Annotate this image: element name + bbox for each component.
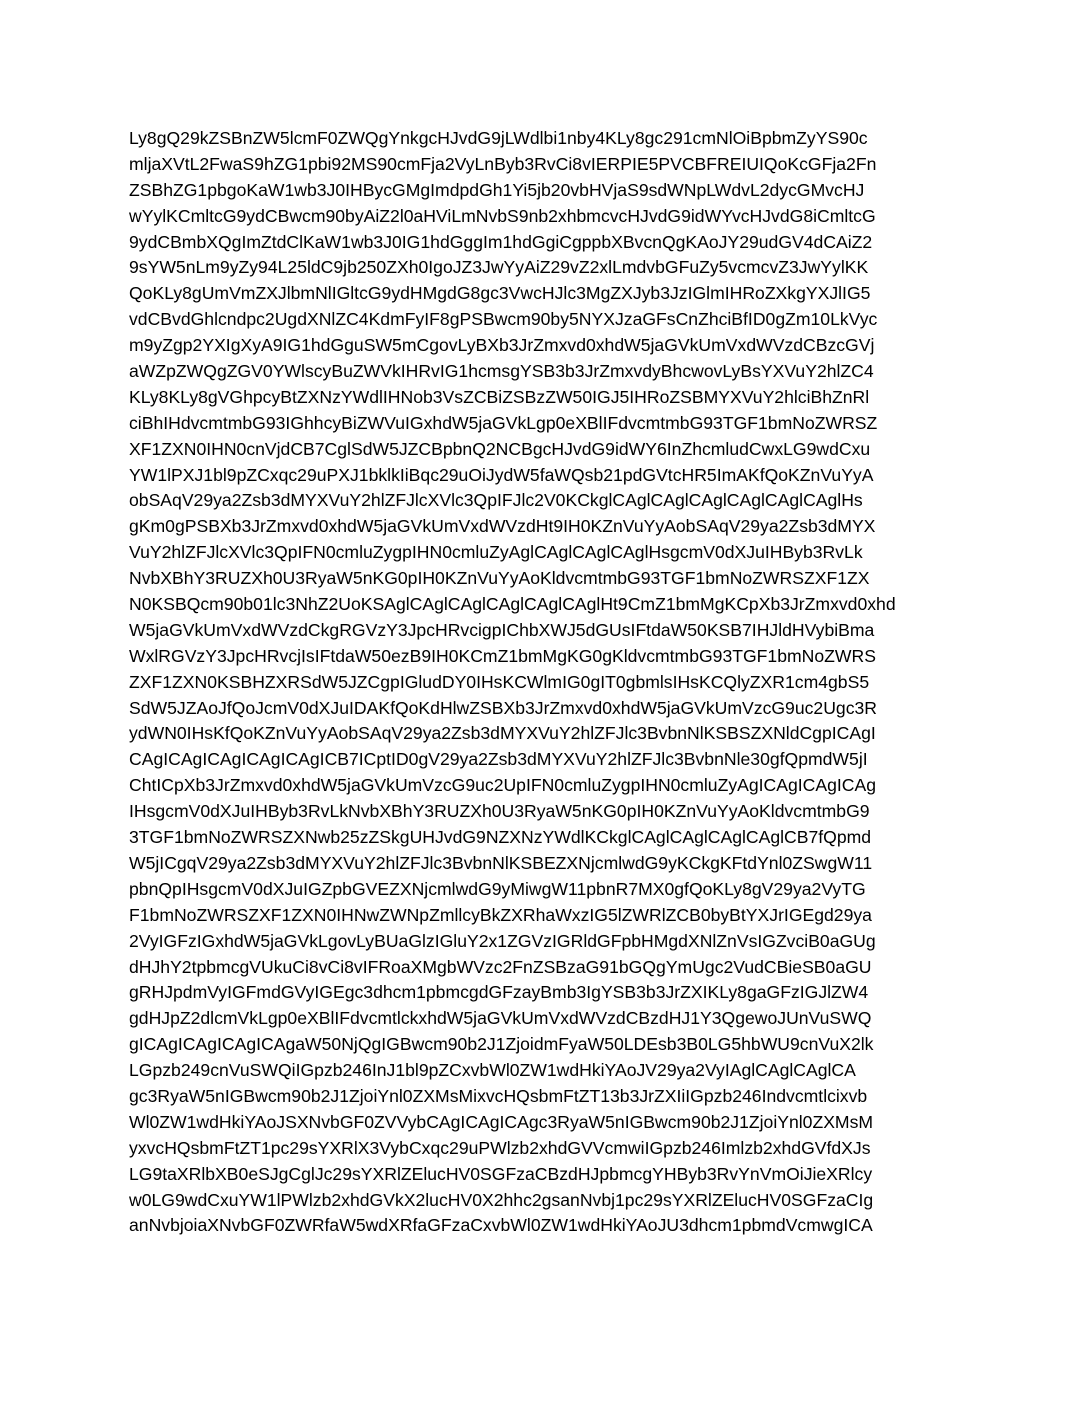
text-line: m9yZgp2YXIgXyA9IG1hdGguSW5mCgovLyBXb3JrZmxvd0xhdW5jaGVkUmVxdWVzdCBzcGVj [129,335,875,356]
text-line: wYylKCmltcG9ydCBwcm90byAiZ2l0aHViLmNvbS9nb2xhbmcvcHJvdG9idWYvcHJvdG8iCmltcG [129,205,876,226]
text-line: gdHJpZ2dlcmVkLgp0eXBlIFdvcmtlckxhdW5jaGVkUmVxdWVzdCBzdHJ1Y3QgewoJUnVuSWQ [129,1008,872,1029]
text-line: ZXF1ZXN0KSBHZXRSdW5JZCgpIGludDY0IHsKCWlmIG0gIT0gbmlsIHsKCQlyZXR1cm4gbS5 [129,671,870,692]
text-line: anNvbjoiaXNvbGF0ZWRfaW5wdXRfaGFzaCxvbWl0ZW1wdHkiYAoJU3dhcm1pbmdVcmwgICA [129,1215,873,1236]
text-line: aWZpZWQgZGV0YWlscyBuZWVkIHRvIG1hcmsgYSB3b3JrZmxvdyBhcwovLyBsYXVuY2hlZC4 [129,361,874,382]
text-line: 3TGF1bmNoZWRSZXNwb25zZSkgUHJvdG9NZXNzYWdlKCkglCAglCAglCAglCAglCB7fQpmd [129,827,872,848]
text-line: ciBhIHdvcmtmbG93IGhhcyBiZWVuIGxhdW5jaGVkLgp0eXBlIFdvcmtmbG93TGF1bmNoZWRSZ [129,412,878,433]
text-line: N0KSBQcm90b01lc3NhZ2UoKSAglCAglCAglCAglCAglCAglHt9CmZ1bmMgKCpXb3JrZmxvd0xhd [129,594,896,615]
text-line: NvbXBhY3RUZXh0U3RyaW5nKG0pIH0KZnVuYyAoKldvcmtmbG93TGF1bmNoZWRSZXF1ZX [129,568,870,589]
text-line: obSAqV29ya2Zsb3dMYXVuY2hlZFJlcXVlc3QpIFJlc2V0KCkglCAglCAglCAglCAglCAglCAglHs [129,490,863,511]
text-line: IHsgcmV0dXJuIHByb3RvLkNvbXBhY3RUZXh0U3RyaW5nKG0pIH0KZnVuYyAoKldvcmtmbG9 [129,801,870,822]
text-line: W5jICgqV29ya2Zsb3dMYXVuY2hlZFJlc3BvbnNlKSBEZXNjcmlwdG9yKCkgKFtdYnl0ZSwgW11 [129,852,873,873]
text-line: 9sYW5nLm9yZy94L25ldC9jb250ZXh0IgoJZ3JwYyAiZ29vZ2xlLmdvbGFuZy5vcmcvZ3JwYylKK [129,257,869,278]
text-line: gRHJpdmVyIGFmdGVyIGEgc3dhcm1pbmcgdGFzayBmb3IgYSB3b3JrZXIKLy8gaGFzIGJlZW4 [129,982,869,1003]
text-line: gICAgICAgICAgICAgaW50NjQgIGBwcm90b2J1ZjoidmFyaW50LDEsb3B0LG5hbWU9cnVuX2lk [129,1034,874,1055]
text-line: 9ydCBmbXQgImZtdClKaW1wb3J0IG1hdGggIm1hdGgiCgppbXBvcnQgKAoJY29udGV4dCAiZ2 [129,231,873,252]
text-line: F1bmNoZWRSZXF1ZXN0IHNwZWNpZmllcyBkZXRhaWxzIG5lZWRlZCB0byBtYXJrIGEgd29ya [129,904,872,925]
text-line: Wl0ZW1wdHkiYAoJSXNvbGF0ZVVybCAgICAgICAgc3RyaW5nIGBwcm90b2J1ZjoiYnl0ZXMsM [129,1111,874,1132]
text-line: pbnQpIHsgcmV0dXJuIGZpbGVEZXNjcmlwdG9yMiwgW11pbnR7MX0gfQoKLy8gV29ya2VyTG [129,878,866,899]
text-line: dHJhY2tpbmcgVUkuCi8vCi8vIFRoaXMgbWVzc2FnZSBzaG91bGQgYmUgc2VudCBieSB0aGU [129,956,872,977]
text-line: ydWN0IHsKfQoKZnVuYyAobSAqV29ya2Zsb3dMYXVuY2hlZFJlc3BvbnNlKSBSZXNldCgpICAgI [129,723,876,744]
text-line: YW1lPXJ1bl9pZCxqc29uPXJ1bklkIiBqc29uOiJydW5faWQsb21pdGVtcHR5ImAKfQoKZnVuYyA [129,464,874,485]
text-line: W5jaGVkUmVxdWVzdCkgRGVzY3JpcHRvcigpIChbXWJ5dGUsIFtdaW50KSB7IHJldHVybiBma [129,619,875,640]
text-line: ZSBhZG1pbgoKaW1wb3J0IHBycGMgImdpdGh1Yi5jb20vbHVjaS9sdWNpLWdvL2dycGMvcHJ [129,179,865,200]
text-line: mljaXVtL2FwaS9hZG1pbi92MS90cmFja2VyLnByb3RvCi8vIERPIE5PVCBFREIUIQoKcGFja2Fn [129,153,877,174]
text-line: LG9taXRlbXB0eSJgCglJc29sYXRlZElucHV0SGFzaCBzdHJpbmcgYHByb3RvYnVmOiJieXRlcy [129,1163,873,1184]
text-line: ChtICpXb3JrZmxvd0xhdW5jaGVkUmVzcG9uc2UpIFN0cmluZygpIHN0cmluZyAgICAgICAgICAg [129,775,876,796]
text-line: LGpzb249cnVuSWQiIGpzb246InJ1bl9pZCxvbWl0ZW1wdHkiYAoJV29ya2VyIAglCAglCAglCA [129,1060,856,1081]
text-line: yxvcHQsbmFtZT1pc29sYXRlX3VybCxqc29uPWlzb2xhdGVVcmwiIGpzb246Imlzb2xhdGVfdXJs [129,1137,871,1158]
text-line: CAgICAgICAgICAgICAgICB7ICptID0gV29ya2Zsb3dMYXVuY2hlZFJlc3BvbnNle30gfQpmdW5jI [129,749,868,770]
text-line: KLy8KLy8gVGhpcyBtZXNzYWdlIHNob3VsZCBiZSBzZW50IGJ5IHRoZSBMYXVuY2hlciBhZnRl [129,386,870,407]
text-line: QoKLy8gUmVmZXJlbmNlIGltcG9ydHMgdG8gc3VwcHJlc3MgZXJyb3JzIGlmIHRoZXkgYXJlIG5 [129,283,871,304]
text-line: gKm0gPSBXb3JrZmxvd0xhdW5jaGVkUmVxdWVzdHt9IH0KZnVuYyAobSAqV29ya2Zsb3dMYX [129,516,876,537]
text-line: vdCBvdGhlcndpc2UgdXNlZC4KdmFyIF8gPSBwcm90by5NYXJzaGFsCnZhciBfID0gZm10LkVyc [129,309,878,330]
document-text-block [129,126,969,1239]
text-line: w0LG9wdCxuYW1lPWlzb2xhdGVkX2lucHV0X2hhc2gsanNvbj1pc29sYXRlZElucHV0SGFzaCIg [129,1189,874,1210]
text-line: gc3RyaW5nIGBwcm90b2J1ZjoiYnl0ZXMsMixvcHQsbmFtZT13b3JrZXIiIGpzb246Indvcmtlcixvb [129,1085,868,1106]
text-line: XF1ZXN0IHN0cnVjdCB7CglSdW5JZCBpbnQ2NCBgcHJvdG9idWY6InZhcmludCwxLG9wdCxu [129,438,871,459]
text-line: Ly8gQ29kZSBnZW5lcmF0ZWQgYnkgcHJvdG9jLWdlbi1nby4KLy8gc291cmNlOiBpbmZyYS90c [129,128,868,148]
text-line: SdW5JZAoJfQoJcmV0dXJuIDAKfQoKdHlwZSBXb3JrZmxvd0xhdW5jaGVkUmVzcG9uc2Ugc3R [129,697,877,718]
text-line: WxlRGVzY3JpcHRvcjIsIFtdaW50ezB9IH0KCmZ1bmMgKG0gKldvcmtmbG93TGF1bmNoZWRS [129,645,876,666]
text-line: VuY2hlZFJlcXVlc3QpIFN0cmluZygpIHN0cmluZyAglCAglCAglCAglHsgcmV0dXJuIHByb3RvLk [129,542,863,563]
text-line: 2VyIGFzIGxhdW5jaGVkLgovLyBUaGlzIGluY2x1ZGVzIGRldGFpbHMgdXNlZnVsIGZvciB0aGUg [129,930,876,951]
